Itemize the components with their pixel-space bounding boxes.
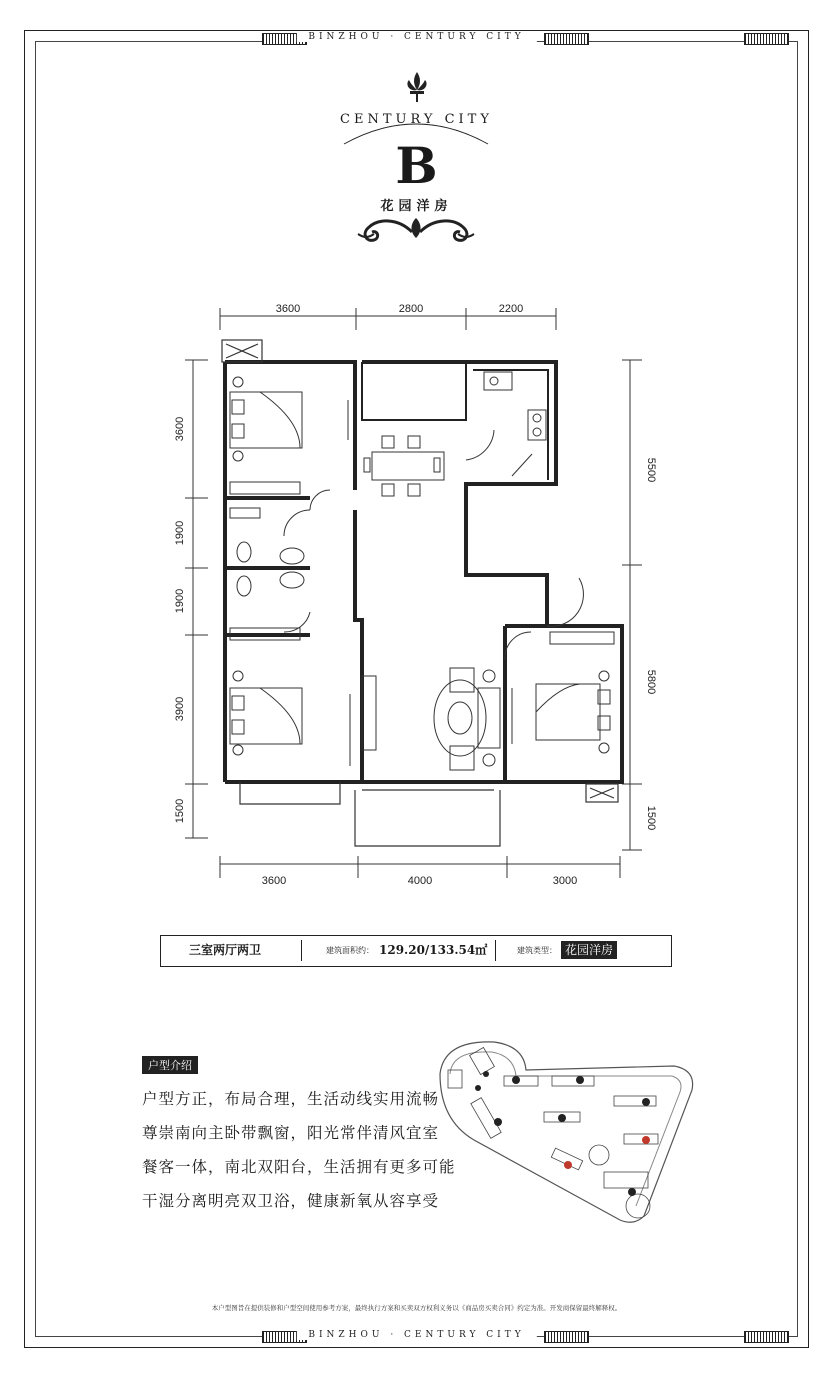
dim-top-3: 2200 bbox=[498, 303, 524, 315]
dim-bottom-1: 3600 bbox=[261, 875, 287, 887]
dim-left-2: 1900 bbox=[174, 520, 186, 546]
dim-right-2: 5800 bbox=[645, 669, 657, 695]
dim-top-2: 2800 bbox=[398, 303, 424, 315]
layout-type: 三室两厅两卫 bbox=[189, 943, 262, 957]
area-label: 建筑面积约： bbox=[326, 946, 374, 955]
intro-line-3: 餐客一体，南北双阳台，生活拥有更多可能 bbox=[142, 1158, 456, 1176]
info-separator bbox=[301, 940, 302, 961]
floor-plan bbox=[160, 295, 680, 890]
disclaimer: 本户型图旨在提供装修和户型空间使用参考方案，最终执行方案和买卖双方权利义务以《商品房买卖合同》约定为准。开发商保留最终解释权。 bbox=[211, 1304, 622, 1312]
banner-text: BINZHOU · CENTURY CITY bbox=[296, 1330, 536, 1340]
ornament-scroll-icon bbox=[354, 214, 479, 246]
dim-left-5: 1500 bbox=[174, 798, 186, 824]
type-label: 建筑类型： bbox=[517, 946, 557, 955]
dim-left-4: 3900 bbox=[174, 696, 186, 722]
type-value: 花园洋房 bbox=[561, 941, 617, 959]
intro-line-2: 尊崇南向主卧带飘窗，阳光常伴清风宜室 bbox=[142, 1124, 440, 1142]
banner-bars-far-right bbox=[744, 1331, 789, 1343]
dim-bottom-2: 4000 bbox=[407, 875, 433, 887]
dim-left-1: 3600 bbox=[174, 416, 186, 442]
banner-bars-right bbox=[544, 1331, 589, 1343]
intro-line-4: 干湿分离明亮双卫浴，健康新氧从容享受 bbox=[142, 1192, 440, 1210]
dim-top-1: 3600 bbox=[275, 303, 301, 315]
dim-right-3: 1500 bbox=[645, 805, 657, 831]
banner-bars-far-right bbox=[744, 33, 789, 45]
type-badge bbox=[561, 936, 617, 965]
intro-tag: 户型介绍 bbox=[142, 1056, 198, 1074]
brand-name: CENTURY CITY bbox=[340, 112, 493, 127]
info-separator bbox=[495, 940, 496, 961]
fleur-de-lis-icon bbox=[396, 70, 438, 104]
area-value: 129.20/133.54㎡ bbox=[379, 943, 488, 957]
top-banner bbox=[24, 30, 809, 50]
unit-letter: B bbox=[395, 136, 438, 195]
intro-line-1: 户型方正，布局合理，生活动线实用流畅 bbox=[142, 1090, 440, 1108]
bottom-banner bbox=[24, 1328, 809, 1348]
site-map bbox=[434, 1030, 704, 1230]
unit-info-bar bbox=[160, 935, 672, 967]
unit-subtitle: 花园洋房 bbox=[380, 199, 453, 214]
dim-right-1: 5500 bbox=[645, 457, 657, 483]
banner-bars-right bbox=[544, 33, 589, 45]
banner-text: BINZHOU · CENTURY CITY bbox=[296, 32, 536, 42]
dim-left-3: 1900 bbox=[174, 588, 186, 614]
dim-bottom-3: 3000 bbox=[552, 875, 578, 887]
